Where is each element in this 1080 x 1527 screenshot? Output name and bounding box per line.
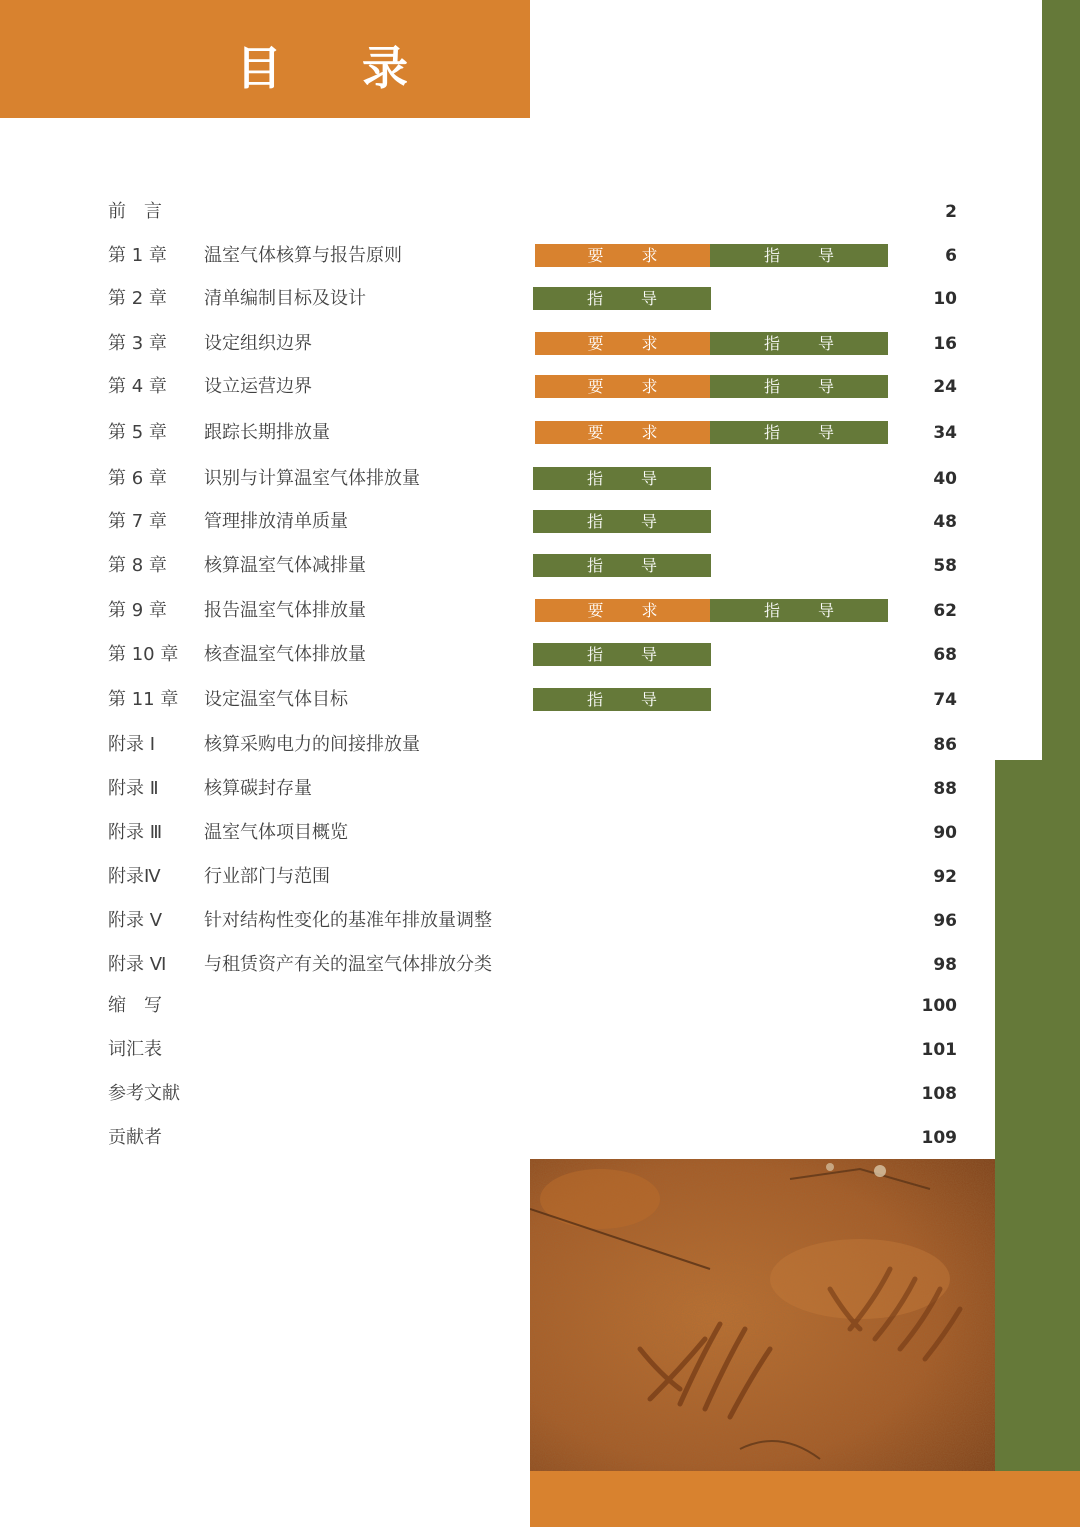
requirement-tag: 要求 <box>535 332 710 355</box>
guidance-tag: 指导 <box>533 643 711 666</box>
toc-entry[interactable] <box>0 865 1080 889</box>
requirement-tag: 要求 <box>535 375 710 398</box>
guidance-tag: 指导 <box>533 287 711 310</box>
guidance-tag: 指导 <box>710 332 888 355</box>
requirement-tag: 要求 <box>535 421 710 444</box>
toc-page-number: 24 <box>933 377 957 397</box>
toc-entry-title: 温室气体核算与报告原则 <box>204 245 402 266</box>
toc-entry-number: 附录 Ⅲ <box>108 822 163 843</box>
toc-entry[interactable] <box>0 733 1080 757</box>
toc-entry-number: 第 5 章 <box>108 422 167 443</box>
toc-entry[interactable] <box>0 1126 1080 1150</box>
toc-entry-number: 附录Ⅳ <box>108 866 161 887</box>
toc-entry-number: 第 6 章 <box>108 468 167 489</box>
title-band <box>0 0 530 118</box>
toc-entry-number: 附录 Ⅰ <box>108 734 156 755</box>
toc-entry-number: 第 2 章 <box>108 288 167 309</box>
toc-entry-title: 核算采购电力的间接排放量 <box>204 734 420 755</box>
toc-entry[interactable] <box>0 287 1080 311</box>
toc-page-number: 96 <box>933 911 957 931</box>
toc-entry[interactable] <box>0 510 1080 534</box>
toc-entry[interactable] <box>0 200 1080 224</box>
toc-entry-title: 核算温室气体减排量 <box>204 555 366 576</box>
toc-entry-number: 附录 Ⅵ <box>108 954 167 975</box>
toc-entry-title: 核算碳封存量 <box>204 778 312 799</box>
toc-entry-number: 前 言 <box>108 201 162 222</box>
toc-entry[interactable] <box>0 994 1080 1018</box>
toc-page-number: 62 <box>933 601 957 621</box>
toc-entry-title: 清单编制目标及设计 <box>204 288 366 309</box>
toc-entry-title: 设立运营边界 <box>204 376 312 397</box>
toc-entry[interactable] <box>0 1082 1080 1106</box>
guidance-tag: 指导 <box>533 510 711 533</box>
guidance-tag: 指导 <box>533 554 711 577</box>
toc-entry[interactable] <box>0 821 1080 845</box>
toc-entry-number: 第 4 章 <box>108 376 167 397</box>
toc-page-number: 6 <box>945 246 957 266</box>
toc-entry[interactable] <box>0 244 1080 268</box>
toc-entry[interactable] <box>0 599 1080 623</box>
toc-entry[interactable] <box>0 953 1080 977</box>
requirement-tag: 要求 <box>535 599 710 622</box>
guidance-tag: 指导 <box>710 375 888 398</box>
decorative-orange-band <box>530 1471 1080 1527</box>
toc-entry[interactable] <box>0 643 1080 667</box>
toc-entry-number: 附录 Ⅴ <box>108 910 163 931</box>
toc-entry[interactable] <box>0 1038 1080 1062</box>
toc-entry-title: 与租赁资产有关的温室气体排放分类 <box>204 954 492 975</box>
guidance-tag: 指导 <box>710 421 888 444</box>
toc-entry-number: 缩 写 <box>108 995 162 1016</box>
page-title-char-1: 目 <box>236 41 282 95</box>
toc-entry-title: 报告温室气体排放量 <box>204 600 366 621</box>
toc-page-number: 90 <box>933 823 957 843</box>
toc-page-number: 109 <box>921 1128 957 1148</box>
toc-page-number: 40 <box>933 469 957 489</box>
toc-entry-title: 行业部门与范围 <box>204 866 330 887</box>
toc-entry-title: 设定组织边界 <box>204 333 312 354</box>
toc-entry-number: 第 9 章 <box>108 600 167 621</box>
guidance-tag: 指导 <box>533 467 711 490</box>
toc-page-number: 74 <box>933 690 957 710</box>
toc-page-number: 48 <box>933 512 957 532</box>
toc-page-number: 2 <box>945 202 957 222</box>
requirement-tag: 要求 <box>535 244 710 267</box>
toc-page-number: 16 <box>933 334 957 354</box>
toc-page-number: 108 <box>921 1084 957 1104</box>
toc-entry-title: 管理排放清单质量 <box>204 511 348 532</box>
toc-entry-title: 识别与计算温室气体排放量 <box>204 468 420 489</box>
toc-entry-number: 第 11 章 <box>108 689 179 710</box>
page-title-char-2: 录 <box>362 41 408 95</box>
guidance-tag: 指导 <box>710 599 888 622</box>
toc-entry[interactable] <box>0 421 1080 445</box>
toc-entry[interactable] <box>0 332 1080 356</box>
toc-entry-number: 参考文献 <box>108 1083 180 1104</box>
toc-entry[interactable] <box>0 688 1080 712</box>
toc-page-number: 86 <box>933 735 957 755</box>
toc-entry-number: 第 1 章 <box>108 245 167 266</box>
toc-entry-number: 第 8 章 <box>108 555 167 576</box>
toc-entry-number: 附录 Ⅱ <box>108 778 159 799</box>
toc-entry-title: 核查温室气体排放量 <box>204 644 366 665</box>
toc-entry-title: 温室气体项目概览 <box>204 822 348 843</box>
toc-page-number: 10 <box>933 289 957 309</box>
toc-entry-title: 设定温室气体目标 <box>204 689 348 710</box>
toc-page-number: 58 <box>933 556 957 576</box>
guidance-tag: 指导 <box>533 688 711 711</box>
toc-entry-number: 第 3 章 <box>108 333 167 354</box>
toc-entry[interactable] <box>0 467 1080 491</box>
toc-entry-number: 词汇表 <box>108 1039 162 1060</box>
toc-page-number: 101 <box>921 1040 957 1060</box>
soil-handprint-photo <box>530 1159 995 1471</box>
toc-entry-title: 跟踪长期排放量 <box>204 422 330 443</box>
toc-page-number: 34 <box>933 423 957 443</box>
toc-entry-number: 第 7 章 <box>108 511 167 532</box>
toc-page-number: 100 <box>921 996 957 1016</box>
toc-entry[interactable] <box>0 554 1080 578</box>
toc-entry[interactable] <box>0 777 1080 801</box>
toc-page-number: 88 <box>933 779 957 799</box>
toc-page-number: 92 <box>933 867 957 887</box>
toc-entry-number: 贡献者 <box>108 1127 162 1148</box>
toc-page-number: 98 <box>933 955 957 975</box>
toc-entry-title: 针对结构性变化的基准年排放量调整 <box>204 910 492 931</box>
toc-entry-number: 第 10 章 <box>108 644 179 665</box>
toc-entry[interactable] <box>0 375 1080 399</box>
guidance-tag: 指导 <box>710 244 888 267</box>
toc-entry[interactable] <box>0 909 1080 933</box>
toc-page-number: 68 <box>933 645 957 665</box>
